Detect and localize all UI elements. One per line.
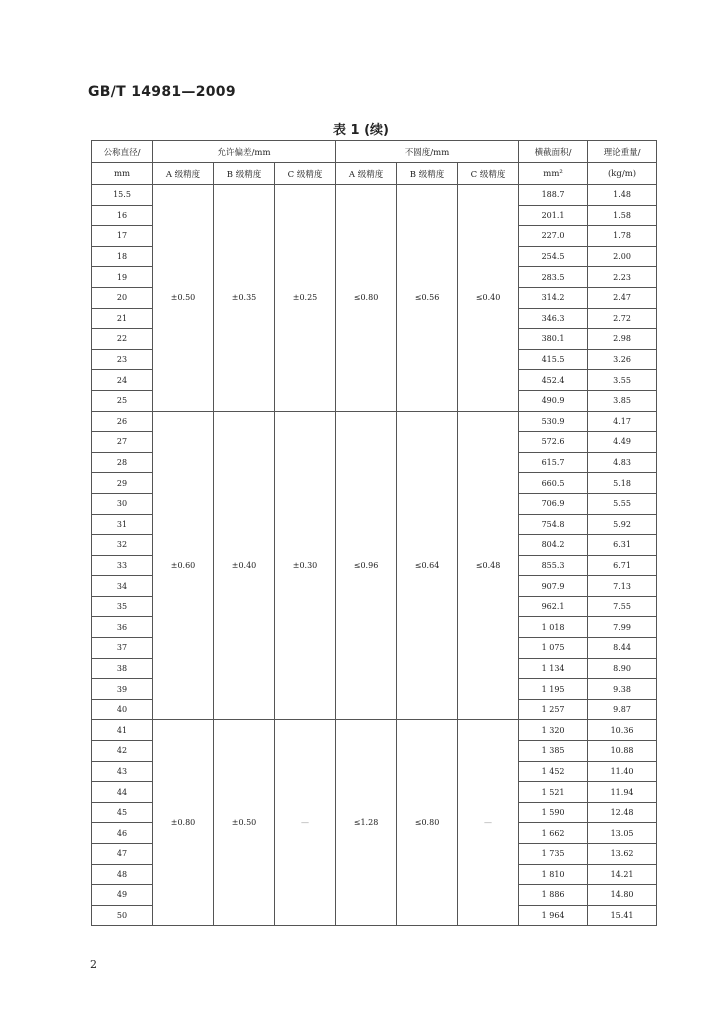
diameter-cell: 48 <box>92 864 153 885</box>
table-title: 表 1 (续) <box>333 123 389 138</box>
header-tolerance-grade-c: C 级精度 <box>275 163 336 185</box>
area-cell: 201.1 <box>519 205 588 226</box>
roundness-c-cell: — <box>458 720 519 926</box>
weight-cell: 12.48 <box>588 802 657 823</box>
area-cell: 804.2 <box>519 535 588 556</box>
weight-cell: 14.21 <box>588 864 657 885</box>
weight-cell: 1.78 <box>588 226 657 247</box>
weight-cell: 4.83 <box>588 452 657 473</box>
roundness-a-cell: ≤0.80 <box>336 185 397 412</box>
diameter-cell: 30 <box>92 493 153 514</box>
diameter-cell: 44 <box>92 782 153 803</box>
diameter-cell: 27 <box>92 432 153 453</box>
diameter-cell: 47 <box>92 844 153 865</box>
area-cell: 314.2 <box>519 287 588 308</box>
roundness-c-cell: ≤0.48 <box>458 411 519 720</box>
diameter-cell: 31 <box>92 514 153 535</box>
header-diameter-label: 公称直径/ <box>92 141 153 163</box>
area-cell: 1 735 <box>519 844 588 865</box>
area-cell: 1 810 <box>519 864 588 885</box>
area-cell: 572.6 <box>519 432 588 453</box>
weight-cell: 8.90 <box>588 658 657 679</box>
weight-cell: 10.36 <box>588 720 657 741</box>
header-area-unit: mm² <box>519 163 588 185</box>
weight-cell: 6.31 <box>588 535 657 556</box>
weight-cell: 2.00 <box>588 246 657 267</box>
weight-cell: 9.38 <box>588 679 657 700</box>
tolerance-c-cell: ±0.30 <box>275 411 336 720</box>
weight-cell: 1.58 <box>588 205 657 226</box>
header-diameter-unit: mm <box>92 163 153 185</box>
weight-cell: 5.92 <box>588 514 657 535</box>
area-cell: 452.4 <box>519 370 588 391</box>
roundness-b-cell: ≤0.64 <box>397 411 458 720</box>
diameter-cell: 21 <box>92 308 153 329</box>
table-row <box>92 185 657 206</box>
tolerance-c-cell: ±0.25 <box>275 185 336 412</box>
area-cell: 1 075 <box>519 638 588 659</box>
diameter-cell: 46 <box>92 823 153 844</box>
header-roundness-grade-c: C 级精度 <box>458 163 519 185</box>
roundness-a-cell: ≤1.28 <box>336 720 397 926</box>
table-header <box>92 141 657 185</box>
diameter-cell: 15.5 <box>92 185 153 206</box>
diameter-cell: 16 <box>92 205 153 226</box>
area-cell: 1 385 <box>519 741 588 762</box>
weight-cell: 6.71 <box>588 555 657 576</box>
diameter-cell: 33 <box>92 555 153 576</box>
diameter-cell: 23 <box>92 349 153 370</box>
header-roundness-grade-a: A 级精度 <box>336 163 397 185</box>
area-cell: 660.5 <box>519 473 588 494</box>
roundness-a-cell: ≤0.96 <box>336 411 397 720</box>
roundness-b-cell: ≤0.80 <box>397 720 458 926</box>
diameter-cell: 43 <box>92 761 153 782</box>
diameter-cell: 50 <box>92 905 153 926</box>
area-cell: 962.1 <box>519 596 588 617</box>
area-cell: 415.5 <box>519 349 588 370</box>
weight-cell: 7.55 <box>588 596 657 617</box>
weight-cell: 15.41 <box>588 905 657 926</box>
specification-table <box>91 140 657 926</box>
area-cell: 283.5 <box>519 267 588 288</box>
table-row <box>92 720 657 741</box>
diameter-cell: 49 <box>92 885 153 906</box>
area-cell: 227.0 <box>519 226 588 247</box>
weight-cell: 1.48 <box>588 185 657 206</box>
area-cell: 1 590 <box>519 802 588 823</box>
roundness-c-cell: ≤0.40 <box>458 185 519 412</box>
diameter-cell: 38 <box>92 658 153 679</box>
weight-cell: 7.99 <box>588 617 657 638</box>
area-cell: 754.8 <box>519 514 588 535</box>
tolerance-b-cell: ±0.35 <box>214 185 275 412</box>
diameter-cell: 25 <box>92 390 153 411</box>
area-cell: 706.9 <box>519 493 588 514</box>
header-area-label: 横截面积/ <box>519 141 588 163</box>
weight-cell: 2.23 <box>588 267 657 288</box>
diameter-cell: 18 <box>92 246 153 267</box>
diameter-cell: 34 <box>92 576 153 597</box>
area-cell: 1 018 <box>519 617 588 638</box>
weight-cell: 10.88 <box>588 741 657 762</box>
weight-cell: 2.72 <box>588 308 657 329</box>
area-cell: 855.3 <box>519 555 588 576</box>
diameter-cell: 29 <box>92 473 153 494</box>
weight-cell: 11.94 <box>588 782 657 803</box>
weight-cell: 13.05 <box>588 823 657 844</box>
diameter-cell: 37 <box>92 638 153 659</box>
header-weight-unit: (kg/m) <box>588 163 657 185</box>
diameter-cell: 39 <box>92 679 153 700</box>
area-cell: 1 320 <box>519 720 588 741</box>
tolerance-a-cell: ±0.50 <box>153 185 214 412</box>
tolerance-b-cell: ±0.40 <box>214 411 275 720</box>
weight-cell: 5.18 <box>588 473 657 494</box>
weight-cell: 14.80 <box>588 885 657 906</box>
diameter-cell: 17 <box>92 226 153 247</box>
area-cell: 1 964 <box>519 905 588 926</box>
weight-cell: 2.47 <box>588 287 657 308</box>
header-tolerance-grade-b: B 级精度 <box>214 163 275 185</box>
weight-cell: 4.17 <box>588 411 657 432</box>
area-cell: 346.3 <box>519 308 588 329</box>
weight-cell: 2.98 <box>588 329 657 350</box>
diameter-cell: 41 <box>92 720 153 741</box>
area-cell: 380.1 <box>519 329 588 350</box>
diameter-cell: 42 <box>92 741 153 762</box>
diameter-cell: 45 <box>92 802 153 823</box>
area-cell: 1 662 <box>519 823 588 844</box>
diameter-cell: 20 <box>92 287 153 308</box>
area-cell: 1 134 <box>519 658 588 679</box>
diameter-cell: 35 <box>92 596 153 617</box>
weight-cell: 3.85 <box>588 390 657 411</box>
weight-cell: 8.44 <box>588 638 657 659</box>
header-roundness-grade-b: B 级精度 <box>397 163 458 185</box>
area-cell: 1 195 <box>519 679 588 700</box>
area-cell: 490.9 <box>519 390 588 411</box>
weight-cell: 4.49 <box>588 432 657 453</box>
diameter-cell: 36 <box>92 617 153 638</box>
area-cell: 1 886 <box>519 885 588 906</box>
document-code: GB/T 14981—2009 <box>88 84 236 100</box>
area-cell: 188.7 <box>519 185 588 206</box>
tolerance-a-cell: ±0.80 <box>153 720 214 926</box>
weight-cell: 13.62 <box>588 844 657 865</box>
weight-cell: 11.40 <box>588 761 657 782</box>
area-cell: 530.9 <box>519 411 588 432</box>
area-cell: 907.9 <box>519 576 588 597</box>
diameter-cell: 28 <box>92 452 153 473</box>
tolerance-a-cell: ±0.60 <box>153 411 214 720</box>
table-row <box>92 411 657 432</box>
table-body <box>92 185 657 926</box>
weight-cell: 3.26 <box>588 349 657 370</box>
area-cell: 1 521 <box>519 782 588 803</box>
diameter-cell: 32 <box>92 535 153 556</box>
diameter-cell: 40 <box>92 699 153 720</box>
diameter-cell: 26 <box>92 411 153 432</box>
diameter-cell: 22 <box>92 329 153 350</box>
tolerance-c-cell: — <box>275 720 336 926</box>
header-roundness: 不圆度/mm <box>336 141 519 163</box>
diameter-cell: 19 <box>92 267 153 288</box>
header-weight-label: 理论重量/ <box>588 141 657 163</box>
roundness-b-cell: ≤0.56 <box>397 185 458 412</box>
area-cell: 1 452 <box>519 761 588 782</box>
header-tolerance-grade-a: A 级精度 <box>153 163 214 185</box>
weight-cell: 3.55 <box>588 370 657 391</box>
diameter-cell: 24 <box>92 370 153 391</box>
tolerance-b-cell: ±0.50 <box>214 720 275 926</box>
page-number: 2 <box>90 958 97 971</box>
header-tolerance: 允许偏差/mm <box>153 141 336 163</box>
area-cell: 1 257 <box>519 699 588 720</box>
area-cell: 615.7 <box>519 452 588 473</box>
weight-cell: 7.13 <box>588 576 657 597</box>
weight-cell: 9.87 <box>588 699 657 720</box>
area-cell: 254.5 <box>519 246 588 267</box>
weight-cell: 5.55 <box>588 493 657 514</box>
